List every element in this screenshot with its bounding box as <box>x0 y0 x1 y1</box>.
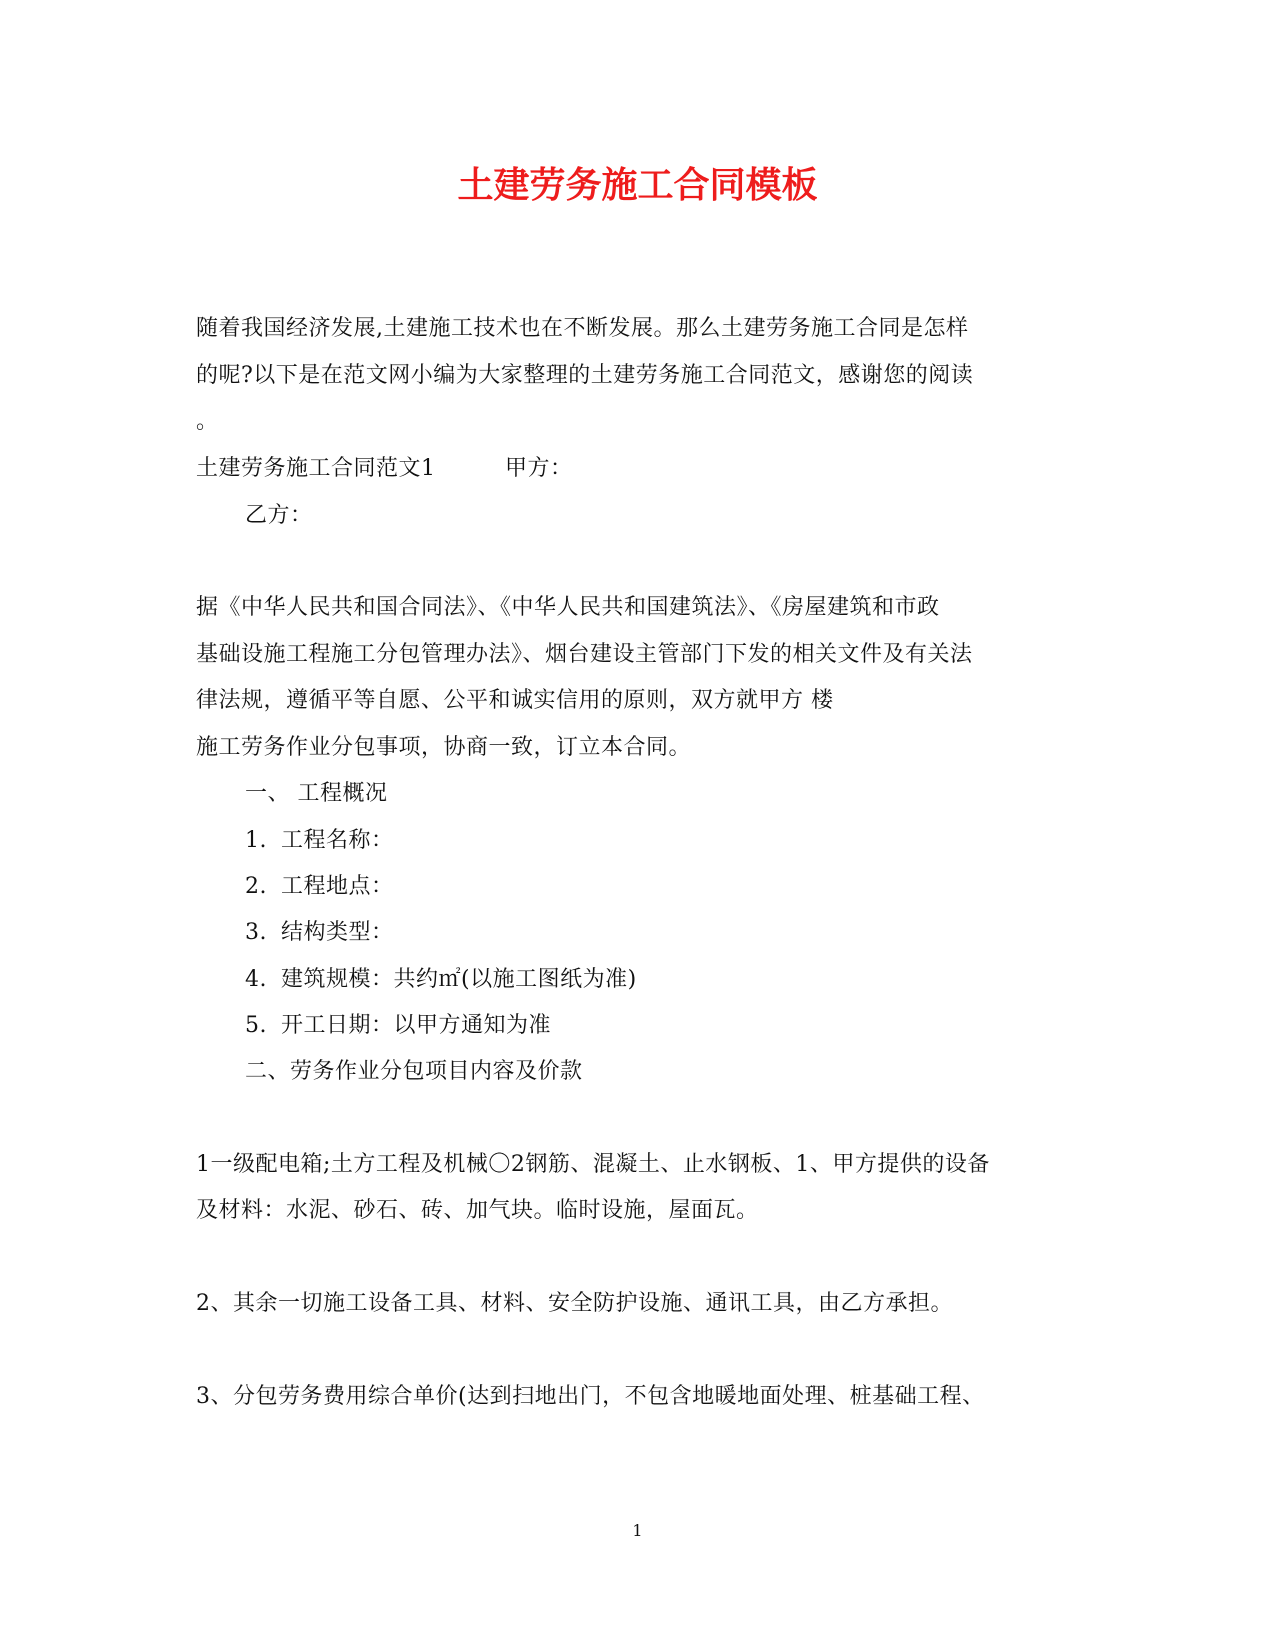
project-item <box>245 1011 551 1041</box>
project-item <box>245 918 394 948</box>
para-1-line-2: 及材料：水泥、砂石、砖、加气块。临时设施，屋面瓦。 <box>196 1198 759 1223</box>
project-item-text: 工程名称： <box>281 828 394 853</box>
para-1-line-1: 1一级配电箱;土方工程及机械〇2钢筋、混凝土、止水钢板、1、甲方提供的设备 <box>196 1152 990 1177</box>
basis-line-4: 施工劳务作业分包事项，协商一致，订立本合同。 <box>196 735 692 760</box>
intro-line-1: 随着我国经济发展,土建施工技术也在不断发展。那么土建劳务施工合同是怎样 <box>196 316 969 341</box>
project-item <box>245 965 637 995</box>
project-item <box>245 872 394 902</box>
basis-line-2: 基础设施工程施工分包管理办法》、烟台建设主管部门下发的相关文件及有关法 <box>196 642 973 667</box>
project-item-text: 开工日期：以甲方通知为准 <box>281 1013 552 1038</box>
page-number: 1 <box>632 1521 643 1540</box>
party-a-label: 甲方： <box>505 456 573 481</box>
para-3: 3、分包劳务费用综合单价(达到扫地出门，不包含地暖地面处理、桩基础工程、 <box>196 1384 985 1409</box>
project-item-number: 1. <box>245 828 267 853</box>
intro-line-2: 的呢?以下是在范文网小编为大家整理的土建劳务施工合同范文，感谢您的阅读 <box>196 363 974 388</box>
sample-heading: 土建劳务施工合同范文1 <box>196 456 436 481</box>
project-item-number: 4. <box>245 967 267 992</box>
project-item-number: 5. <box>245 1013 267 1038</box>
para-2: 2、其余一切施工设备工具、材料、安全防护设施、通讯工具，由乙方承担。 <box>196 1291 953 1316</box>
project-item-text: 结构类型： <box>281 920 394 945</box>
section-1-title: 一、 工程概况 <box>245 781 388 806</box>
project-item-text: 工程地点： <box>281 874 394 899</box>
basis-line-1: 据《中华人民共和国合同法》、《中华人民共和国建筑法》、《房屋建筑和市政 <box>196 595 940 620</box>
document-title: 土建劳务施工合同模板 <box>457 164 818 206</box>
project-item-text: 建筑规模：共约㎡(以施工图纸为准) <box>281 967 637 992</box>
section-2-title: 二、劳务作业分包项目内容及价款 <box>245 1059 583 1084</box>
basis-line-3: 律法规，遵循平等自愿、公平和诚实信用的原则，双方就甲方 楼 <box>196 688 834 713</box>
project-item-number: 2. <box>245 874 267 899</box>
party-b-label: 乙方： <box>245 503 313 528</box>
intro-line-3: 。 <box>196 409 219 434</box>
project-item <box>245 826 394 856</box>
project-item-number: 3. <box>245 920 267 945</box>
